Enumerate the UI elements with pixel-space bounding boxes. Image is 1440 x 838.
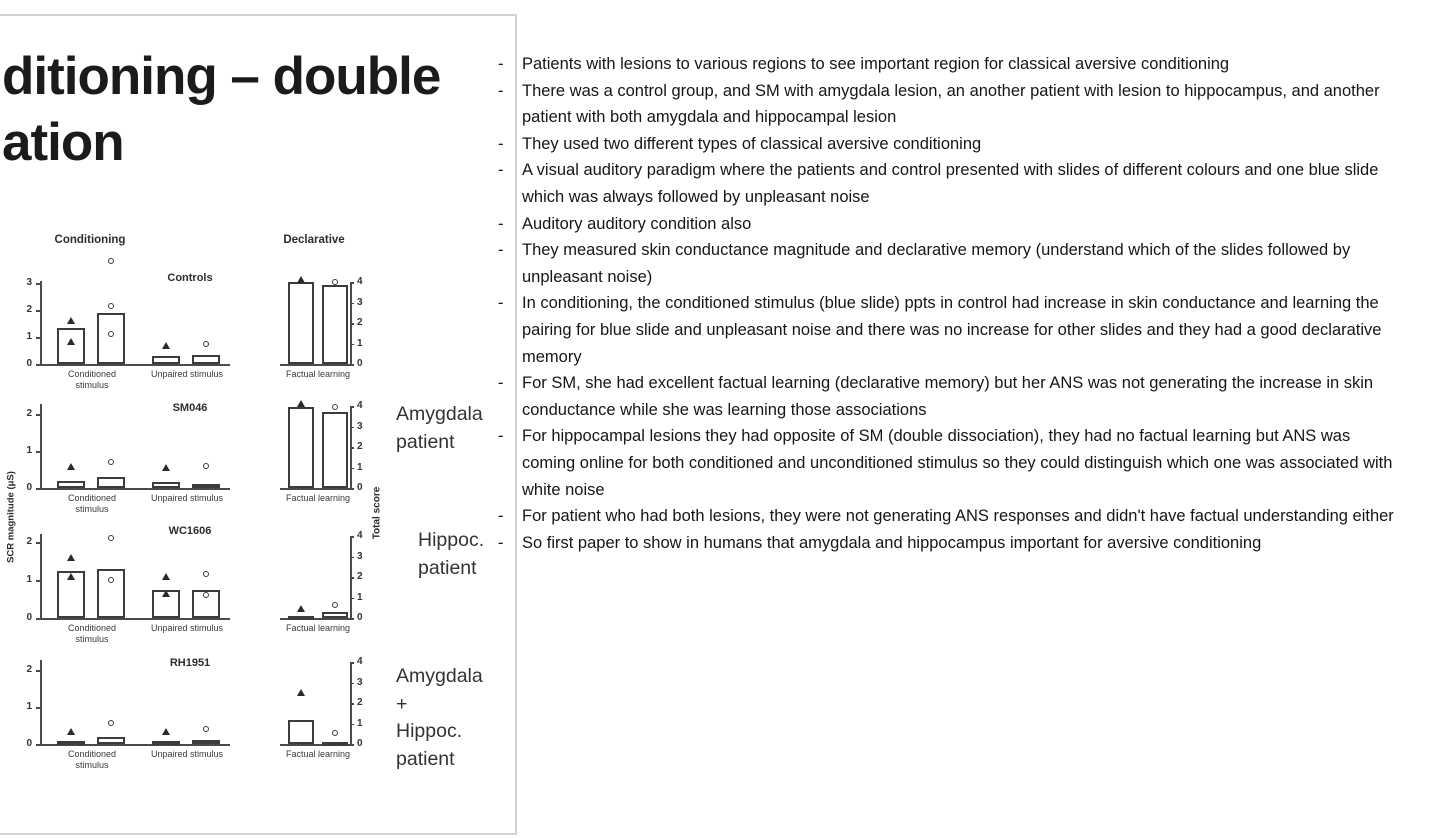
x-axis-group-label: Conditioned stimulus xyxy=(67,369,117,390)
cond-bar xyxy=(97,737,125,744)
decl-tick-label: 3 xyxy=(357,550,363,562)
decl-tick-label: 0 xyxy=(357,482,363,493)
marker-triangle-icon xyxy=(67,317,75,324)
bullet-dash-icon: - xyxy=(498,427,504,446)
decl-tick-label: 3 xyxy=(357,296,363,308)
decl-tick-mark xyxy=(350,447,354,449)
note-text: They measured skin conductance magnitude and declarative memory (understand which of the slides followed by unpleasant noise) xyxy=(522,241,1351,286)
cond-tick-mark xyxy=(36,364,40,366)
decl-x-axis xyxy=(280,488,352,490)
bullet-dash-icon: - xyxy=(498,507,504,526)
side-label-line: patient xyxy=(418,556,477,579)
cond-bar xyxy=(97,313,125,364)
side-label-line: Hippoc. xyxy=(418,529,485,551)
decl-tick-label: 2 xyxy=(357,317,363,328)
cond-bar xyxy=(192,740,220,744)
bullet-dash-icon: - xyxy=(498,241,504,260)
note-text: For SM, she had excellent factual learning (declarative memory) but her ANS was not generating the increase in skin conductance while she was learning those associations xyxy=(522,374,1374,419)
side-label-hippoc-patient xyxy=(418,527,484,582)
cond-tick-mark xyxy=(36,337,40,339)
decl-tick-label: 0 xyxy=(357,612,363,623)
decl-bar xyxy=(288,407,314,488)
decl-tick-label: 2 xyxy=(357,697,363,708)
decl-tick-mark xyxy=(350,618,354,620)
cond-tick-mark xyxy=(36,488,40,490)
decl-tick-mark xyxy=(350,744,354,746)
decl-tick-mark xyxy=(350,683,354,685)
note-text: Auditory auditory condition also xyxy=(522,214,752,233)
note-text: For patient who had both lesions, they were not generating ANS responses and didn't have factual understanding either xyxy=(522,507,1394,526)
x-axis-group-label: Conditioned stimulus xyxy=(67,749,117,770)
decl-tick-label: 0 xyxy=(357,738,363,749)
decl-tick-mark xyxy=(350,536,354,538)
x-axis-group-label: Unpaired stimulus xyxy=(150,369,224,379)
marker-triangle-icon xyxy=(297,276,305,283)
decl-tick-label: 1 xyxy=(357,337,363,349)
x-axis-group-label: Factual learning xyxy=(285,369,351,379)
side-label-amygdala-hippoc-patient xyxy=(396,663,483,773)
decl-tick-mark xyxy=(350,662,354,664)
cond-tick-label: 2 xyxy=(26,408,32,419)
cond-y-axis xyxy=(40,660,42,744)
decl-tick-mark xyxy=(350,303,354,305)
bullet-dash-icon: - xyxy=(498,161,504,180)
bullet-dash-icon: - xyxy=(498,81,504,100)
decl-tick-label: 4 xyxy=(357,530,363,541)
decl-tick-label: 4 xyxy=(357,656,363,667)
cond-tick-label: 2 xyxy=(26,536,32,547)
cond-bar xyxy=(57,328,85,364)
marker-triangle-icon xyxy=(162,342,170,349)
decl-tick-label: 3 xyxy=(357,676,363,688)
cond-tick-mark xyxy=(36,414,40,416)
cond-bar xyxy=(97,477,125,488)
cond-tick-mark xyxy=(36,310,40,312)
decl-tick-mark xyxy=(350,282,354,284)
column-header-conditioning: Conditioning xyxy=(54,234,126,246)
decl-bar xyxy=(322,612,348,618)
note-item xyxy=(498,131,1402,158)
cond-x-axis xyxy=(40,618,230,620)
slide-title-line2: ation xyxy=(2,113,124,172)
note-item xyxy=(498,290,1402,370)
marker-triangle-icon xyxy=(67,338,75,345)
cond-bar xyxy=(57,741,85,745)
marker-circle-icon xyxy=(332,404,338,410)
marker-circle-icon xyxy=(203,571,209,577)
bullet-dash-icon: - xyxy=(498,55,504,73)
note-item xyxy=(498,78,1402,131)
decl-tick-label: 3 xyxy=(357,420,363,432)
note-text: For hippocampal lesions they had opposite of SM (double dissociation), they had no factual learning but ANS was coming online for both conditioned and unconditioned stimulus so they could distinguish which one was associated with white noise xyxy=(522,427,1393,499)
decl-tick-label: 4 xyxy=(357,400,363,411)
note-item xyxy=(498,157,1402,210)
note-text: In conditioning, the conditioned stimulus (blue slide) ppts in control had increase in skin conductance and learning the pairing for blue slide and unpleasant noise and there was no increase for other slides and they had a good declarative memory xyxy=(522,294,1382,366)
cond-tick-label: 2 xyxy=(26,304,32,315)
marker-triangle-icon xyxy=(162,728,170,735)
note-text: They used two different types of classical aversive conditioning xyxy=(522,134,982,153)
cond-y-axis xyxy=(40,404,42,488)
marker-triangle-icon xyxy=(162,573,170,580)
cond-bar xyxy=(192,355,220,364)
decl-tick-label: 1 xyxy=(357,717,363,729)
marker-circle-icon xyxy=(203,592,209,598)
note-text: There was a control group, and SM with amygdala lesion, an another patient with lesion to hippocampus, and another patient with both amygdala and hippocampal lesion xyxy=(522,81,1380,127)
x-axis-group-label: Unpaired stimulus xyxy=(150,749,224,759)
marker-triangle-icon xyxy=(67,728,75,735)
cond-tick-mark xyxy=(36,580,40,582)
cond-y-axis xyxy=(40,534,42,618)
note-item xyxy=(498,503,1402,530)
x-axis-group-label: Unpaired stimulus xyxy=(150,493,224,503)
decl-tick-mark xyxy=(350,598,354,600)
cond-bar xyxy=(152,356,180,364)
note-text: Patients with lesions to various regions to see important region for classical aversive conditioning xyxy=(522,55,1230,73)
cond-tick-mark xyxy=(36,542,40,544)
decl-bar xyxy=(288,282,314,364)
cond-tick-label: 1 xyxy=(26,701,32,712)
decl-tick-mark xyxy=(350,577,354,579)
marker-circle-icon xyxy=(108,303,114,309)
cond-tick-label: 1 xyxy=(26,331,32,342)
marker-circle-icon xyxy=(203,341,209,347)
note-item xyxy=(498,370,1402,423)
cond-tick-mark xyxy=(36,744,40,746)
decl-tick-label: 0 xyxy=(357,358,363,369)
cond-tick-mark xyxy=(36,451,40,453)
decl-tick-mark xyxy=(350,557,354,559)
x-axis-group-label: Factual learning xyxy=(285,623,351,633)
decl-tick-mark xyxy=(350,364,354,366)
cond-y-axis xyxy=(40,281,42,364)
marker-circle-icon xyxy=(108,258,114,264)
bullet-dash-icon: - xyxy=(498,214,504,233)
panel-title: SM046 xyxy=(172,402,208,414)
marker-circle-icon xyxy=(108,720,114,726)
cond-tick-label: 0 xyxy=(26,738,32,749)
note-item xyxy=(498,237,1402,290)
cond-tick-mark xyxy=(36,618,40,620)
x-axis-group-label: Factual learning xyxy=(285,493,351,503)
note-text: So first paper to show in humans that amygdala and hippocampus important for aversive conditioning xyxy=(522,533,1262,552)
slide-title-line1: ditioning – double xyxy=(2,47,441,106)
side-label-line: patient xyxy=(396,430,455,453)
decl-tick-mark xyxy=(350,724,354,726)
cond-tick-label: 3 xyxy=(26,277,32,288)
decl-tick-label: 2 xyxy=(357,571,363,582)
cond-x-axis xyxy=(40,364,230,366)
bullet-dash-icon: - xyxy=(498,374,504,393)
cond-tick-label: 2 xyxy=(26,664,32,675)
marker-circle-icon xyxy=(332,602,338,608)
marker-circle-icon xyxy=(108,577,114,583)
marker-triangle-icon xyxy=(67,554,75,561)
note-item xyxy=(498,423,1402,503)
cond-tick-label: 0 xyxy=(26,358,32,369)
column-header-declarative: Declarative xyxy=(283,234,345,246)
note-item xyxy=(498,211,1402,238)
decl-tick-label: 1 xyxy=(357,591,363,603)
cond-bar xyxy=(192,484,220,488)
side-label-line: + xyxy=(396,692,408,715)
marker-circle-icon xyxy=(332,730,338,736)
x-axis-group-label: Conditioned stimulus xyxy=(67,493,117,514)
decl-tick-mark xyxy=(350,406,354,408)
marker-triangle-icon xyxy=(67,463,75,470)
bullet-dash-icon: - xyxy=(498,294,504,313)
marker-circle-icon xyxy=(203,463,209,469)
decl-tick-label: 2 xyxy=(357,441,363,452)
cond-bar xyxy=(57,481,85,488)
decl-bar xyxy=(288,616,314,620)
decl-bar xyxy=(322,285,348,364)
note-item xyxy=(498,530,1402,557)
note-text: A visual auditory paradigm where the patients and control presented with slides of different colours and one blue slide which was always followed by unpleasant noise xyxy=(522,161,1379,206)
cond-bar xyxy=(152,741,180,745)
marker-circle-icon xyxy=(108,535,114,541)
side-label-line: Hippoc. xyxy=(396,720,463,742)
marker-triangle-icon xyxy=(67,573,75,580)
cond-tick-label: 1 xyxy=(26,445,32,456)
marker-triangle-icon xyxy=(162,590,170,597)
panel-title: Controls xyxy=(167,272,213,284)
marker-triangle-icon xyxy=(297,689,305,696)
x-axis-group-label: Conditioned stimulus xyxy=(67,623,117,644)
panel-title: RH1951 xyxy=(169,657,211,669)
x-axis-group-label: Unpaired stimulus xyxy=(150,623,224,633)
decl-bar xyxy=(288,720,314,744)
bullet-dash-icon: - xyxy=(498,134,504,153)
decl-tick-mark xyxy=(350,427,354,429)
decl-tick-mark xyxy=(350,468,354,470)
cond-tick-label: 0 xyxy=(26,612,32,623)
decl-tick-mark xyxy=(350,488,354,490)
cond-bar xyxy=(152,482,180,488)
marker-circle-icon xyxy=(108,459,114,465)
decl-bar xyxy=(322,412,348,488)
marker-circle-icon xyxy=(203,726,209,732)
marker-triangle-icon xyxy=(297,400,305,407)
side-label-line: patient xyxy=(396,747,455,770)
decl-tick-label: 4 xyxy=(357,276,363,287)
y-axis-label-scr-magnitude: SCR magnitude (μS) xyxy=(5,471,17,563)
decl-x-axis xyxy=(280,364,352,366)
panel-title: WC1606 xyxy=(168,525,212,537)
marker-triangle-icon xyxy=(162,464,170,471)
note-item xyxy=(498,51,1402,78)
side-label-line: Amygdala xyxy=(396,665,483,687)
y-axis-label-total-score: Total score xyxy=(371,486,383,540)
cond-x-axis xyxy=(40,488,230,490)
cond-tick-label: 0 xyxy=(26,482,32,493)
decl-tick-mark xyxy=(350,703,354,705)
decl-tick-label: 1 xyxy=(357,461,363,473)
x-axis-group-label: Factual learning xyxy=(285,749,351,759)
cond-tick-mark xyxy=(36,283,40,285)
notes-list xyxy=(498,51,1402,556)
marker-triangle-icon xyxy=(297,605,305,612)
decl-bar xyxy=(322,742,348,746)
side-label-amygdala-patient xyxy=(396,401,483,456)
cond-tick-mark xyxy=(36,670,40,672)
cond-tick-mark xyxy=(36,707,40,709)
decl-tick-mark xyxy=(350,323,354,325)
bullet-dash-icon: - xyxy=(498,533,504,552)
cond-tick-label: 1 xyxy=(26,574,32,585)
decl-tick-mark xyxy=(350,344,354,346)
side-label-line: Amygdala xyxy=(396,403,483,425)
